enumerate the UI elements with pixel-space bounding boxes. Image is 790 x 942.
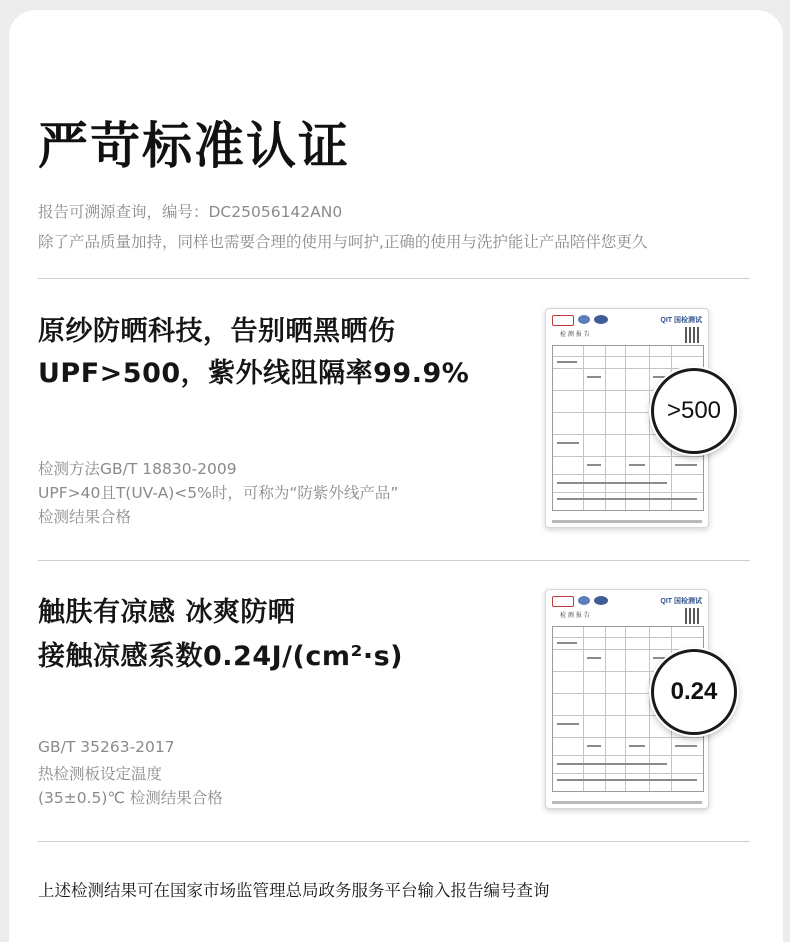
divider-bottom	[38, 841, 750, 842]
section-2-note-1: GB/T 35263-2017	[38, 738, 175, 756]
cnas-logo-icon	[578, 315, 590, 324]
section-1-value-badge: >500	[651, 368, 737, 454]
section-2-value-badge: 0.24	[651, 649, 737, 735]
section-1-heading-2: UPF>500，紫外线阻隔率99.9%	[38, 358, 470, 389]
section-1-note-2: UPF>40且T(UV-A)<5%时，可称为“防紫外线产品”	[38, 484, 399, 502]
qr-code-icon	[685, 327, 701, 343]
ilac-logo-icon	[594, 315, 608, 324]
section-2-heading-2: 接触凉感系数0.24J/(cm²·s)	[38, 641, 403, 672]
section-1-note-1: 检测方法GB/T 18830-2009	[38, 460, 237, 478]
qit-logo: QIT 国检测试	[660, 598, 702, 605]
report-number-text: 报告可溯源查询，编号：DC25056142AN0	[38, 203, 343, 221]
divider-top	[38, 278, 750, 279]
qit-logo: QIT 国检测试	[660, 317, 702, 324]
section-1-note-3: 检测结果合格	[38, 508, 132, 526]
section-2-heading-1: 触肤有凉感 冰爽防晒	[38, 597, 296, 628]
report-title: 检 测 报 告	[560, 612, 590, 619]
cma-logo-icon	[552, 315, 574, 326]
report-title: 检 测 报 告	[560, 331, 590, 338]
section-2-note-2: 热检测板设定温度	[38, 765, 163, 783]
cma-logo-icon	[552, 596, 574, 607]
page-title: 严苛标准认证	[38, 117, 350, 175]
qr-code-icon	[685, 608, 701, 624]
section-2-note-3: (35±0.5)℃ 检测结果合格	[38, 789, 223, 807]
divider-middle	[38, 560, 750, 561]
cnas-logo-icon	[578, 596, 590, 605]
footer-note: 上述检测结果可在国家市场监管理总局政务服务平台输入报告编号查询	[38, 881, 550, 900]
ilac-logo-icon	[594, 596, 608, 605]
section-1-heading-1: 原纱防晒科技，告别晒黑晒伤	[38, 316, 396, 347]
care-text: 除了产品质量加持，同样也需要合理的使用与呵护,正确的使用与洗护能让产品陪伴您更久	[38, 233, 648, 251]
